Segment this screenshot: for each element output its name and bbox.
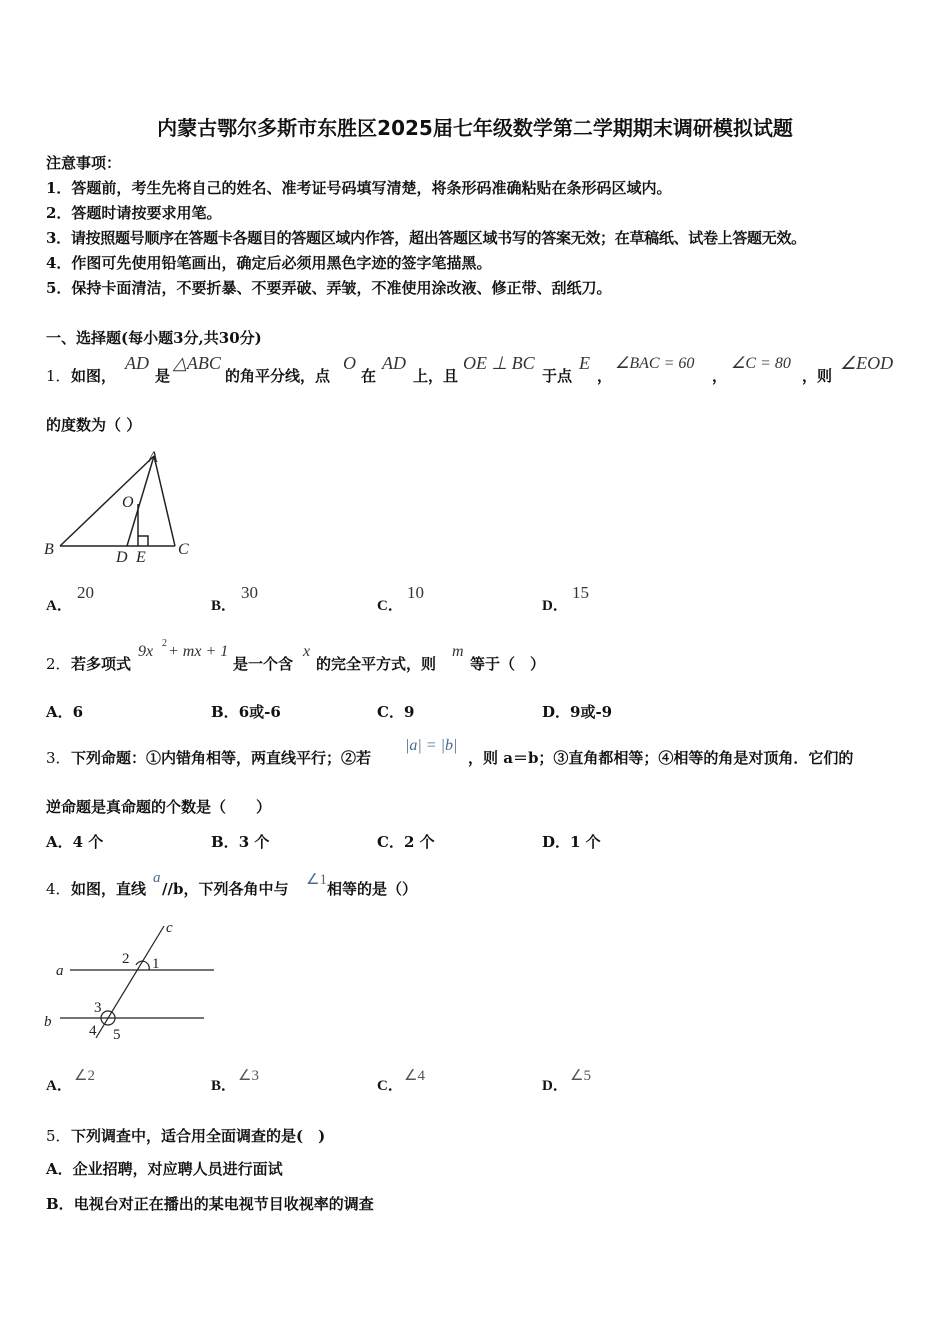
question-text: 若多项式 — [71, 655, 132, 673]
option-label: D． — [542, 703, 571, 721]
option-value: 1 个 — [570, 833, 601, 851]
triangle-figure — [40, 448, 200, 568]
notice-item: 1．答题前，考生先将自己的姓名、准考证号码填写清楚，将条形码准确粘贴在条形码区域内。 — [46, 179, 672, 197]
math-expr: ∠1 — [306, 872, 327, 888]
question-number: 3． — [46, 749, 71, 767]
option-label: A． — [46, 703, 73, 721]
option-label: C． — [377, 703, 404, 721]
question-text: 在 — [361, 367, 377, 385]
option-d[interactable] — [542, 831, 601, 852]
option-value: 10 — [407, 583, 424, 602]
option-b[interactable] — [46, 1193, 374, 1214]
question-number: 1． — [46, 367, 71, 385]
option-value: 15 — [572, 583, 589, 602]
option-value: ∠4 — [404, 1068, 425, 1084]
option-label: A． — [46, 833, 73, 851]
option-value: 4 个 — [72, 833, 104, 851]
math-expr: |a| = |b| — [405, 737, 458, 754]
question-text: 的度数为（ ） — [46, 416, 142, 434]
option-value: 30 — [241, 583, 258, 602]
question-text: 逆命题是真命题的个数是（ ） — [46, 798, 272, 816]
question-number: 2． — [46, 655, 71, 673]
question-text: 如图，直线 — [71, 880, 147, 898]
math-expr: O — [343, 353, 356, 373]
math-expr: ∠C = 80 — [731, 355, 791, 372]
option-value: ∠2 — [74, 1068, 95, 1084]
label-o: O — [122, 494, 134, 511]
transversal-c — [96, 926, 164, 1038]
math-exponent: 2 — [162, 638, 167, 649]
option-label: C． — [377, 598, 403, 614]
question-text: 上，且 — [413, 367, 459, 385]
option-b[interactable] — [211, 1074, 236, 1095]
notice-item: 3．请按照题号顺序在答题卡各题目的答题区域内作答，超出答题区域书写的答案无效；在草稿纸、试卷上答题无效。 — [46, 229, 806, 247]
option-label: D． — [542, 833, 571, 851]
option-d[interactable] — [542, 1074, 568, 1095]
label-angle-5: 5 — [113, 1027, 121, 1043]
label-b: B — [44, 541, 54, 558]
option-value: 9或-9 — [570, 703, 613, 721]
math-expr: △ABC — [173, 353, 221, 373]
option-value: 6 — [72, 703, 84, 721]
label-c: C — [178, 541, 189, 558]
math-expr: m — [452, 643, 464, 660]
parallel-lines-figure — [40, 918, 230, 1048]
option-label: A． — [46, 598, 72, 614]
option-c[interactable] — [377, 701, 414, 722]
option-c[interactable] — [377, 831, 435, 852]
math-expr: ∠BAC = 60 — [615, 355, 695, 372]
label-angle-1: 1 — [152, 956, 160, 972]
math-expr: AD — [382, 353, 406, 373]
option-label: D． — [542, 598, 568, 614]
option-a[interactable] — [46, 1074, 72, 1095]
option-label: A． — [46, 1160, 73, 1178]
math-expr: + mx + 1 — [168, 643, 229, 660]
math-expr: AD — [125, 353, 149, 373]
option-value: 6或-6 — [238, 703, 281, 721]
option-value: 20 — [77, 583, 94, 602]
option-value: 企业招聘，对应聘人员进行面试 — [72, 1160, 283, 1178]
option-label: D． — [542, 1078, 568, 1094]
right-angle-mark — [138, 536, 148, 546]
notice-item: 4．作图可先使用铅笔画出，确定后必须用黑色字迹的签字笔描黑。 — [46, 254, 492, 272]
option-a[interactable] — [46, 594, 72, 615]
side-ac — [154, 456, 175, 546]
math-expr: OE ⊥ BC — [463, 353, 535, 373]
option-label: B． — [211, 703, 239, 721]
question-text: 如图， — [71, 367, 117, 385]
option-label: B． — [211, 598, 237, 614]
math-expr: a — [153, 870, 161, 886]
option-label: B． — [211, 1078, 237, 1094]
question-text: ， — [597, 367, 613, 385]
option-b[interactable] — [211, 701, 281, 722]
question-text: 的角平分线，点 — [225, 367, 331, 385]
option-label: A． — [46, 1078, 72, 1094]
option-value: ∠3 — [238, 1068, 259, 1084]
option-b[interactable] — [211, 594, 236, 615]
option-a[interactable] — [46, 1158, 283, 1179]
option-value: 3 个 — [238, 833, 270, 851]
option-value: 9 — [403, 703, 415, 721]
option-a[interactable] — [46, 701, 83, 722]
question-text: 是 — [155, 367, 171, 385]
option-label: B． — [211, 833, 239, 851]
question-number: 4． — [46, 880, 71, 898]
question-text: ，则 a＝b；③直角都相等；④相等的角是对顶角．它们的 — [468, 749, 854, 767]
label-d: D — [116, 549, 128, 566]
question-text: //b，下列各角中与 — [162, 880, 289, 898]
label-angle-3: 3 — [94, 1000, 102, 1016]
label-line-b: b — [44, 1014, 52, 1030]
option-value: ∠5 — [570, 1068, 591, 1084]
question-text: 下列命题：①内错角相等，两直线平行；②若 — [71, 749, 372, 767]
option-b[interactable] — [211, 831, 269, 852]
question-text: 相等的是（） — [327, 880, 418, 898]
question-text: ，则 — [802, 367, 833, 385]
notice-item: 5．保持卡面清洁，不要折暴、不要弄破、弄皱，不准使用涂改液、修正带、刮纸刀。 — [46, 279, 612, 297]
page-title: 内蒙古鄂尔多斯市东胜区2025届七年级数学第二学期期末调研模拟试题 — [157, 116, 793, 140]
question-text: 等于（ ） — [470, 655, 546, 673]
option-c[interactable] — [377, 594, 403, 615]
math-expr: 9x — [138, 643, 154, 660]
option-a[interactable] — [46, 831, 103, 852]
option-value: 电视台对正在播出的某电视节目收视率的调查 — [73, 1195, 374, 1213]
notice-item: 2．答题时请按要求用笔。 — [46, 204, 222, 222]
option-label: C． — [377, 833, 404, 851]
question-text: 下列调查中，适合用全面调查的是( ) — [71, 1127, 326, 1145]
math-expr: E — [579, 353, 590, 373]
label-line-a: a — [56, 963, 64, 979]
math-expr: x — [303, 643, 311, 660]
label-line-c: c — [166, 920, 173, 936]
option-d[interactable] — [542, 594, 568, 615]
question-text: 的完全平方式，则 — [316, 655, 437, 673]
label-a: A — [148, 449, 158, 466]
option-value: 2 个 — [403, 833, 435, 851]
label-angle-4: 4 — [89, 1023, 97, 1039]
label-e: E — [136, 549, 146, 566]
question-text: ， — [712, 367, 728, 385]
option-label: B． — [46, 1195, 74, 1213]
notice-heading: 注意事项： — [46, 154, 122, 172]
section-heading: 一、选择题(每小题3分,共30分) — [46, 329, 262, 347]
question-text: 是一个含 — [233, 655, 294, 673]
question-text: 于点 — [542, 367, 573, 385]
question-number: 5． — [46, 1127, 71, 1145]
math-expr: ∠EOD — [840, 353, 894, 373]
option-label: C． — [377, 1078, 403, 1094]
option-d[interactable] — [542, 701, 612, 722]
option-c[interactable] — [377, 1074, 403, 1095]
label-angle-2: 2 — [122, 951, 130, 967]
